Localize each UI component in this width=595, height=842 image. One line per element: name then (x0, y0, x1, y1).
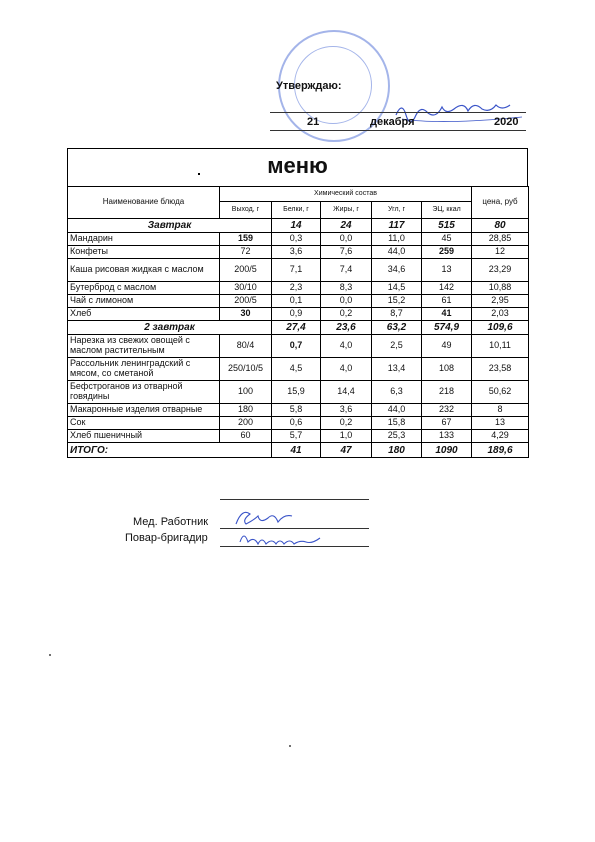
dish-output: 60 (220, 430, 272, 443)
table-row (68, 246, 529, 259)
dish-protein: 2,3 (272, 282, 321, 295)
section-row-breakfast (68, 219, 529, 233)
dish-output: 30 (220, 308, 272, 321)
dish-fat: 7,4 (321, 259, 372, 282)
table-row (68, 259, 529, 282)
table-row (68, 308, 529, 321)
dish-output: 30/10 (220, 282, 272, 295)
menu-title-box (67, 148, 528, 186)
dish-protein: 0,9 (272, 308, 321, 321)
dish-fat: 4,0 (321, 335, 372, 358)
dish-protein: 4,5 (272, 358, 321, 381)
approve-label: Утверждаю: (276, 80, 342, 92)
approve-signature-line (270, 112, 526, 113)
table-row (68, 295, 529, 308)
dish-price: 23,29 (472, 259, 529, 282)
total-row (68, 443, 529, 458)
dish-fat: 8,3 (321, 282, 372, 295)
dish-energy: 49 (422, 335, 472, 358)
dish-price: 2,95 (472, 295, 529, 308)
dish-carb: 11,0 (372, 233, 422, 246)
dish-energy: 133 (422, 430, 472, 443)
table-row (68, 430, 529, 443)
dish-output: 180 (220, 404, 272, 417)
dish-carb: 34,6 (372, 259, 422, 282)
dish-energy: 45 (422, 233, 472, 246)
section-energy: 574,9 (422, 321, 472, 335)
table-row (68, 233, 529, 246)
table-row (68, 335, 529, 358)
section-carb: 63,2 (372, 321, 422, 335)
dish-price: 13 (472, 417, 529, 430)
section-price: 80 (472, 219, 529, 233)
section-row-second-breakfast (68, 321, 529, 335)
section-fat: 23,6 (321, 321, 372, 335)
table-row (68, 358, 529, 381)
dish-name: Чай с лимоном (68, 295, 220, 308)
dish-protein: 0,3 (272, 233, 321, 246)
approve-day: 21 (307, 116, 320, 128)
dish-name: Рассольник ленинградский с мясом, со сметаной (68, 358, 220, 381)
dish-energy: 259 (422, 246, 472, 259)
dish-carb: 44,0 (372, 246, 422, 259)
dish-name: Каша рисовая жидкая с маслом (68, 259, 220, 282)
dish-price: 8 (472, 404, 529, 417)
dish-energy: 67 (422, 417, 472, 430)
cook-signature (236, 528, 326, 548)
dish-energy: 218 (422, 381, 472, 404)
dish-fat: 1,0 (321, 430, 372, 443)
dish-fat: 0,2 (321, 308, 372, 321)
dish-fat: 0,0 (321, 295, 372, 308)
menu-table (67, 186, 529, 458)
total-fat: 47 (321, 443, 372, 458)
total-label: ИТОГО: (68, 443, 272, 458)
dish-name: Макаронные изделия отварные (68, 404, 220, 417)
dish-carb: 15,2 (372, 295, 422, 308)
dish-fat: 14,4 (321, 381, 372, 404)
table-row (68, 381, 529, 404)
dish-energy: 13 (422, 259, 472, 282)
dish-output: 100 (220, 381, 272, 404)
dish-price: 10,11 (472, 335, 529, 358)
dish-fat: 0,2 (321, 417, 372, 430)
total-price: 189,6 (472, 443, 529, 458)
dish-output: 80/4 (220, 335, 272, 358)
col-header-fat: Жиры, г (321, 202, 372, 219)
dish-carb: 8,7 (372, 308, 422, 321)
dish-output: 159 (220, 233, 272, 246)
table-row (68, 282, 529, 295)
dish-carb: 44,0 (372, 404, 422, 417)
section-label: 2 завтрак (68, 321, 272, 335)
dish-fat: 0,0 (321, 233, 372, 246)
dish-protein: 5,8 (272, 404, 321, 417)
dish-name: Хлеб пшеничный (68, 430, 220, 443)
total-carb: 180 (372, 443, 422, 458)
dish-name: Сок (68, 417, 220, 430)
speck-dot (289, 745, 291, 747)
dish-output: 200/5 (220, 295, 272, 308)
total-protein: 41 (272, 443, 321, 458)
dish-price: 28,85 (472, 233, 529, 246)
dish-protein: 0,7 (272, 335, 321, 358)
dish-carb: 15,8 (372, 417, 422, 430)
signature-line-top (220, 499, 369, 500)
table-row (68, 404, 529, 417)
date-underline (270, 130, 526, 131)
col-header-output: Выход, г (220, 202, 272, 219)
dish-name: Конфеты (68, 246, 220, 259)
dish-energy: 232 (422, 404, 472, 417)
dish-energy: 142 (422, 282, 472, 295)
col-header-energy: ЭЦ, ккал (422, 202, 472, 219)
dish-output: 250/10/5 (220, 358, 272, 381)
dish-name: Бутерброд с маслом (68, 282, 220, 295)
dish-protein: 3,6 (272, 246, 321, 259)
section-carb: 117 (372, 219, 422, 233)
approve-month: декабря (370, 116, 415, 128)
dish-protein: 5,7 (272, 430, 321, 443)
dish-price: 50,62 (472, 381, 529, 404)
col-header-name: Наименование блюда (68, 187, 220, 219)
col-header-chem-group: Химический состав (220, 187, 472, 202)
dish-energy: 108 (422, 358, 472, 381)
dish-price: 4,29 (472, 430, 529, 443)
table-row (68, 417, 529, 430)
section-energy: 515 (422, 219, 472, 233)
dish-carb: 2,5 (372, 335, 422, 358)
dish-protein: 15,9 (272, 381, 321, 404)
dish-output: 72 (220, 246, 272, 259)
total-energy: 1090 (422, 443, 472, 458)
dish-price: 23,58 (472, 358, 529, 381)
dish-price: 2,03 (472, 308, 529, 321)
cook-label: Повар-бригадир (125, 532, 208, 544)
dish-protein: 0,6 (272, 417, 321, 430)
section-label: Завтрак (68, 219, 272, 233)
dish-name: Бефстроганов из отварной говядины (68, 381, 220, 404)
dish-name: Мандарин (68, 233, 220, 246)
dish-price: 10,88 (472, 282, 529, 295)
dish-output: 200 (220, 417, 272, 430)
speck-dot (49, 654, 51, 656)
section-fat: 24 (321, 219, 372, 233)
menu-title: меню (267, 153, 328, 178)
dish-energy: 61 (422, 295, 472, 308)
section-price: 109,6 (472, 321, 529, 335)
section-protein: 14 (272, 219, 321, 233)
medic-label: Мед. Работник (133, 516, 209, 528)
dish-fat: 7,6 (321, 246, 372, 259)
dish-name: Нарезка из свежих овощей с маслом растительным (68, 335, 220, 358)
col-header-protein: Белки, г (272, 202, 321, 219)
dish-energy: 41 (422, 308, 472, 321)
dish-carb: 14,5 (372, 282, 422, 295)
col-header-price: цена, руб (472, 187, 529, 219)
col-header-carb: Угл, г (372, 202, 422, 219)
medic-signature (232, 508, 302, 530)
dish-carb: 6,3 (372, 381, 422, 404)
dish-carb: 13,4 (372, 358, 422, 381)
section-protein: 27,4 (272, 321, 321, 335)
dish-protein: 0,1 (272, 295, 321, 308)
dish-protein: 7,1 (272, 259, 321, 282)
dish-carb: 25,3 (372, 430, 422, 443)
approve-year: 2020 (494, 116, 519, 128)
dish-name: Хлеб (68, 308, 220, 321)
dish-price: 12 (472, 246, 529, 259)
dish-fat: 4,0 (321, 358, 372, 381)
dish-fat: 3,6 (321, 404, 372, 417)
dish-output: 200/5 (220, 259, 272, 282)
